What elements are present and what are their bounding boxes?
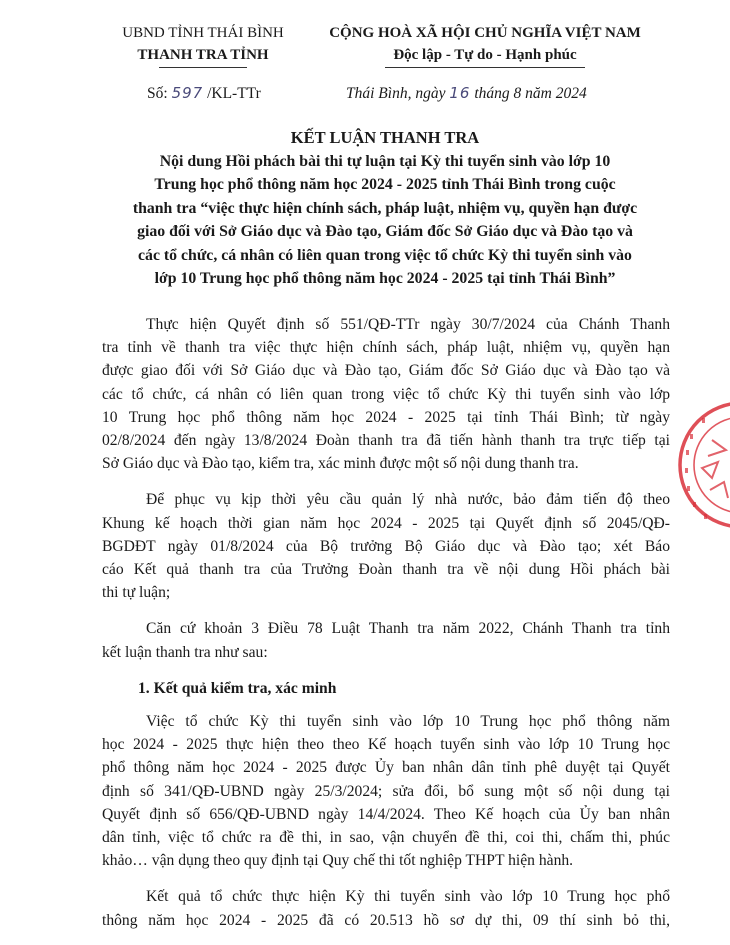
text-line: thông năm học 2024 - 2025 đã có 20.513 hồ sơ dự thi, 09 thí sinh bỏ thi, <box>102 911 670 929</box>
doc-number-prefix: Số: <box>147 85 172 102</box>
date-prefix: Thái Bình, ngày <box>346 85 450 102</box>
subtitle-line: thanh tra “việc thực hiện chính sách, pháp luật, nhiệm vụ, quyền hạn được <box>132 199 638 217</box>
text-line: khảo… vận dụng theo quy định tại Quy chế thi tốt nghiệp THPT hiện hành. <box>102 852 574 870</box>
national-motto-block <box>300 22 670 68</box>
text-line: Sở Giáo dục và Đào tạo, kiểm tra, xác minh được một số nội dung thanh tra. <box>102 455 579 473</box>
motto-line-1: CỘNG HOÀ XÃ HỘI CHỦ NGHĨA VIỆT NAM <box>329 25 641 41</box>
motto-underline <box>385 67 585 68</box>
text-line: cáo Kết quả thanh tra của Trưởng Đoàn thanh tra về nội dung Hồi phách bài <box>102 561 670 579</box>
agency-underline <box>159 67 247 68</box>
document-body <box>102 313 670 945</box>
text-line: 02/8/2024 đến ngày 13/8/2024 Đoàn thanh tra đã tiến hành thanh tra trực tiếp tại <box>102 432 670 450</box>
subtitle-line: lớp 10 Trung học phổ thông năm học 2024 - 2025 tại tỉnh Thái Bình” <box>154 270 616 288</box>
red-seal-stamp <box>672 390 730 540</box>
doc-number-handwritten: 597 <box>171 84 204 102</box>
paragraph-legal-basis <box>102 617 670 663</box>
text-line: định số 341/QĐ-UBND ngày 25/3/2024; sửa đổi, bổ sung một số nội dung tại <box>102 782 670 800</box>
date-day-handwritten: 16 <box>449 84 471 102</box>
paragraph-exam-organization <box>102 710 670 872</box>
paragraph-exam-results <box>102 885 670 931</box>
text-line: Khung kế hoạch thời gian năm học 2024 - 2025 tại Quyết định số 2045/QĐ- <box>102 514 670 532</box>
text-line: Căn cứ khoản 3 Điều 78 Luật Thanh tra năm 2022, Chánh Thanh tra tỉnh <box>146 620 670 638</box>
text-line: học 2024 - 2025 thực hiện theo theo Kế hoạch tuyển sinh vào lớp 10 Trung học <box>102 736 670 754</box>
issuing-agency-block <box>108 22 298 68</box>
text-line: kết luận thanh tra như sau: <box>102 643 268 661</box>
text-line: Để phục vụ kịp thời yêu cầu quản lý nhà nước, bảo đảm tiến độ theo <box>146 491 670 509</box>
text-line: Thực hiện Quyết định số 551/QĐ-TTr ngày 30/7/2024 của Chánh Thanh <box>146 316 670 333</box>
subtitle-line: Trung học phổ thông năm học 2024 - 2025 tỉnh Thái Bình trong cuộc <box>154 176 616 194</box>
subtitle-line: Nội dung Hồi phách bài thi tự luận tại Kỳ thi tuyển sinh vào lớp 10 <box>159 153 611 170</box>
text-line: 10 Trung học phổ thông năm học 2024 - 2025 tại tỉnh Thái Bình; từ ngày <box>102 408 670 426</box>
subtitle-line: giao đối với Sở Giáo dục và Đào tạo, Giám đốc Sở Giáo dục và Đào tạo và <box>137 223 633 241</box>
document-date <box>346 84 587 103</box>
agency-line-1: UBND TỈNH THÁI BÌNH <box>122 25 284 41</box>
text-line: phổ thông năm học 2024 - 2025 được Ủy ban nhân dân tỉnh phê duyệt tại Quyết <box>102 759 670 777</box>
subtitle-line: các tổ chức, cá nhân có liên quan trong việc tổ chức Kỳ thi tuyển sinh vào <box>138 246 632 264</box>
document-title: KẾT LUẬN THANH TRA <box>290 128 480 147</box>
document-subtitle <box>100 150 670 290</box>
text-line: tra tỉnh về thanh tra việc thực hiện chính sách, pháp luật, nhiệm vụ, quyền hạn <box>102 339 670 357</box>
text-line: Kết quả tổ chức thực hiện Kỳ thi tuyển sinh vào lớp 10 Trung học phổ <box>146 888 670 906</box>
text-line: BGDĐT ngày 01/8/2024 của Bộ trưởng Bộ Giáo dục và Đào tạo; xét Báo <box>102 537 670 555</box>
text-line: các tổ chức, cá nhân có liên quan trong việc tổ chức Kỳ thi tuyển sinh vào lớp <box>102 385 670 403</box>
text-line: Việc tổ chức Kỳ thi tuyển sinh vào lớp 10 Trung học phổ thông năm <box>146 713 670 731</box>
text-line: Quyết định số 656/QĐ-UBND ngày 14/4/2024. Theo Kế hoạch của Ủy ban nhân <box>102 805 670 823</box>
paragraph-decision-basis <box>102 313 670 475</box>
text-line: được giao đối với Sở Giáo dục và Đào tạo, Giám đốc Sở Giáo dục và Đào tạo và <box>102 362 670 380</box>
doc-number-suffix: /KL-TTr <box>203 85 261 102</box>
date-suffix: tháng 8 năm 2024 <box>470 85 587 102</box>
motto-line-2: Độc lập - Tự do - Hạnh phúc <box>393 47 577 63</box>
paragraph-management-request <box>102 488 670 604</box>
section-heading-1: 1. Kết quả kiểm tra, xác minh <box>138 679 337 697</box>
text-line: dân tỉnh, việc tổ chức ra đề thi, in sao, vận chuyển đề thi, coi thi, chấm thi, phúc <box>102 829 670 847</box>
document-number <box>147 84 261 103</box>
text-line: thi tự luận; <box>102 584 171 602</box>
agency-line-2: THANH TRA TỈNH <box>137 47 269 63</box>
